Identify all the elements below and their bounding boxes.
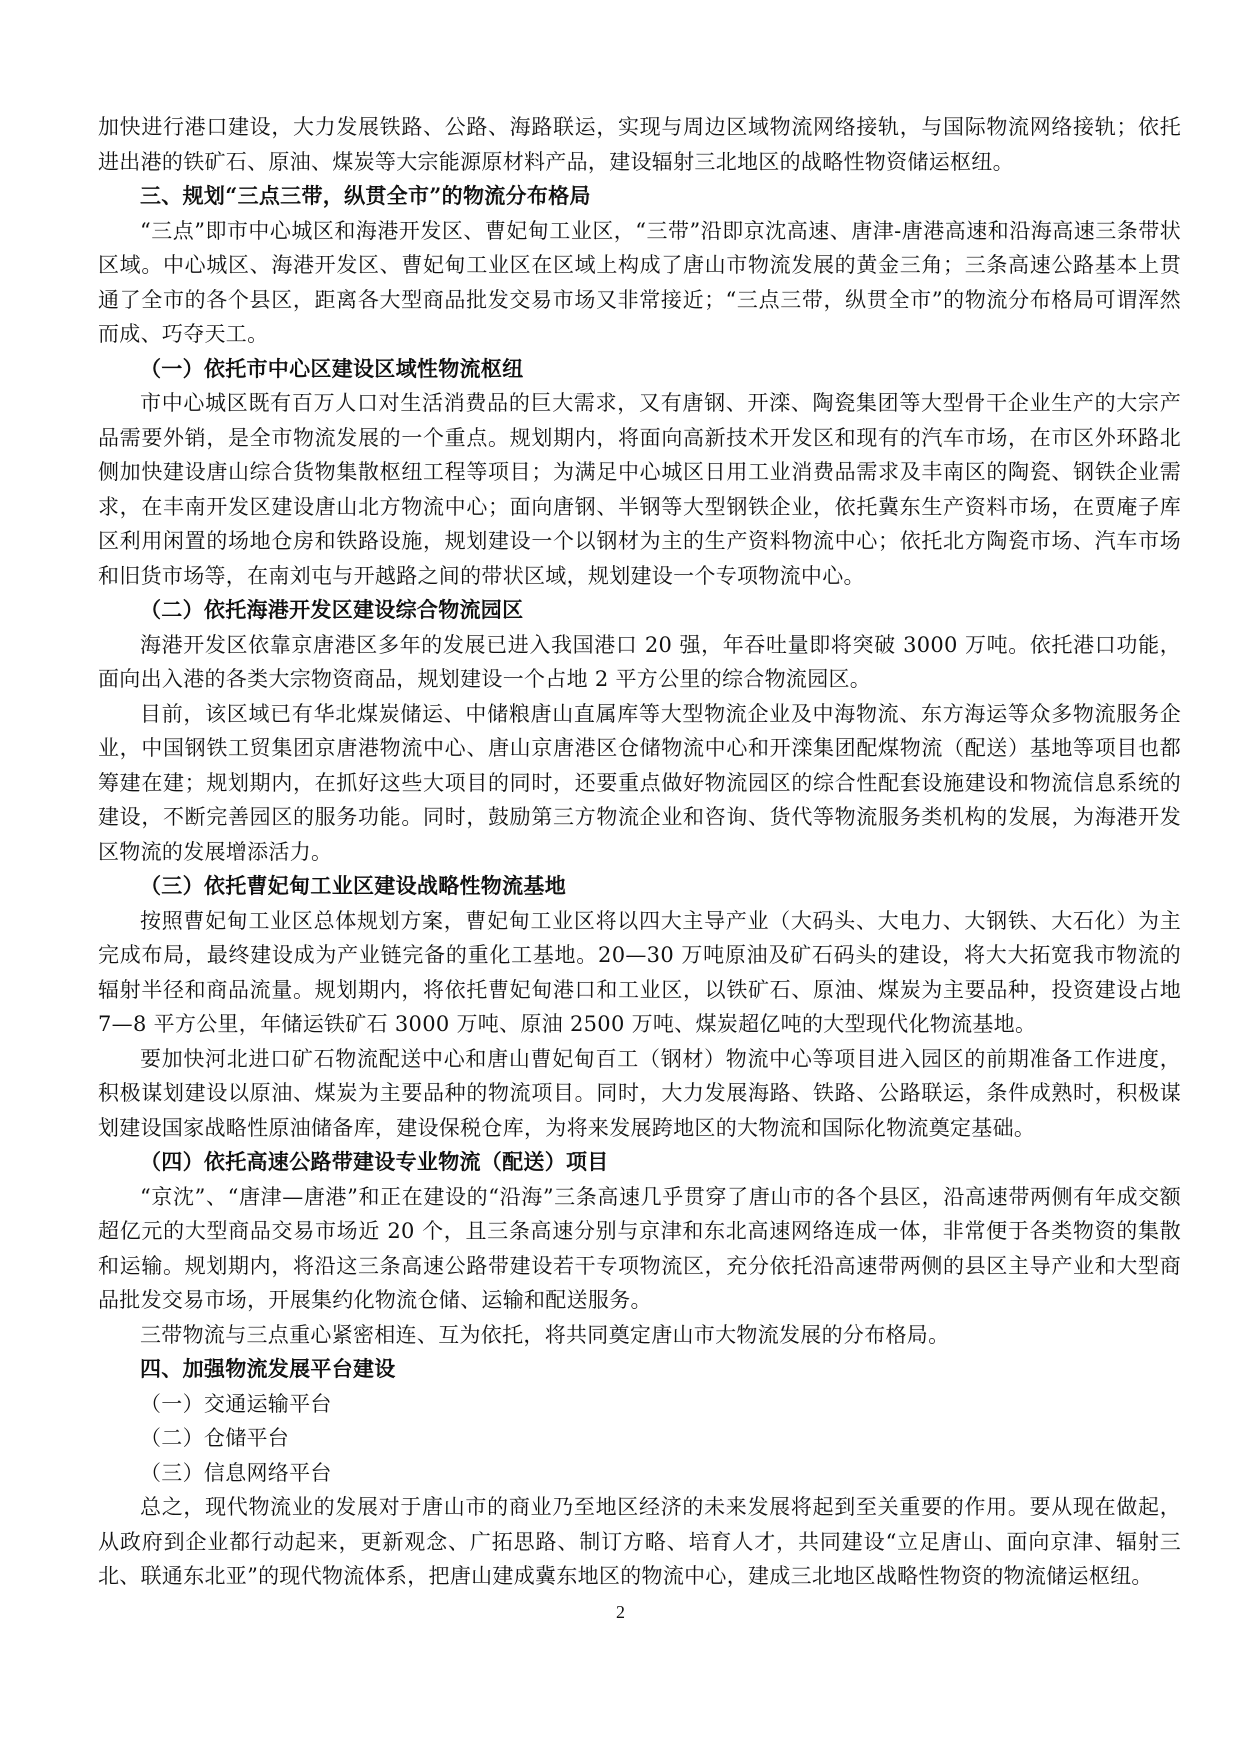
list-item: （二）仓储平台: [140, 1426, 290, 1450]
section-heading: 三、规划“三点三带，纵贯全市”的物流分布格局: [140, 183, 591, 208]
paragraph: 按照曹妃甸工业区总体规划方案，曹妃甸工业区将以四大主导产业（大码头、大电力、大钢铁、大石化）为主完成布局，最终建设成为产业链完备的重化工基地。20—30 万吨原油及矿石码头的建设，将大大拓宽我市物流的辐射半径和商品流量。规划期内，将依托曹妃甸港口和工业区，以铁矿石、原油、煤炭为主要品种，投资建设占地 7—8 平方公里，年储运铁矿石 3000 万吨、原油 2500 万吨、煤炭超亿吨的大型现代化物流基地。: [98, 908, 1181, 1036]
paragraph: 总之，现代物流业的发展对于唐山市的商业乃至地区经济的未来发展将起到至关重要的作用。要从现在做起，从政府到企业都行动起来，更新观念、广拓思路、制订方略、培育人才，共同建设“立足唐山、面向京津、辐射三北、联通东北亚”的现代物流体系，把唐山建成冀东地区的物流中心，建成三北地区战略性物资的物流储运枢纽。: [98, 1495, 1181, 1588]
page-number: 2: [616, 1602, 625, 1622]
subsection-heading: （一）依托市中心区建设区域性物流枢纽: [140, 355, 524, 381]
paragraph: 市中心城区既有百万人口对生活消费品的巨大需求，又有唐钢、开滦、陶瓷集团等大型骨干企业生产的大宗产品需要外销，是全市物流发展的一个重点。规划期内，将面向高新技术开发区和现有的汽车市场，在市区外环路北侧加快建设唐山综合货物集散枢纽工程等项目；为满足中心城区日用工业消费品需求及丰南区的陶瓷、钢铁企业需求，在丰南开发区建设唐山北方物流中心；面向唐钢、半钢等大型钢铁企业，依托冀东生产资料市场，在贾庵子库区利用闲置的场地仓房和铁路设施，规划建设一个以钢材为主的生产资料物流中心；依托北方陶瓷市场、汽车市场和旧货市场等，在南刘屯与开越路之间的带状区域，规划建设一个专项物流中心。: [98, 391, 1181, 588]
subsection-heading: （四）依托高速公路带建设专业物流（配送）项目: [140, 1149, 609, 1174]
subsection-heading: （三）依托曹妃甸工业区建设战略性物流基地: [140, 873, 566, 898]
section-heading: 四、加强物流发展平台建设: [140, 1356, 396, 1381]
list-item: （三）信息网络平台: [140, 1460, 332, 1485]
paragraph: 三带物流与三点重心紧密相连、互为依托，将共同奠定唐山市大物流发展的分布格局。: [140, 1322, 950, 1347]
subsection-heading: （二）依托海港开发区建设综合物流园区: [140, 597, 524, 622]
paragraph: 目前，该区域已有华北煤炭储运、中储粮唐山直属库等大型物流企业及中海物流、东方海运等众多物流服务企业，中国钢铁工贸集团京唐港物流中心、唐山京唐港区仓储物流中心和开滦集团配煤物流（配送）基地等项目也都筹建在建；规划期内，在抓好这些大项目的同时，还要重点做好物流园区的综合性配套设施建设和物流信息系统的建设，不断完善园区的服务功能。同时，鼓励第三方物流企业和咨询、货代等物流服务类机构的发展，为海港开发区物流的发展增添活力。: [98, 701, 1181, 864]
list-item: （一）交通运输平台: [140, 1391, 332, 1416]
paragraph: 要加快河北进口矿石物流配送中心和唐山曹妃甸百工（钢材）物流中心等项目进入园区的前期准备工作进度，积极谋划建设以原油、煤炭为主要品种的物流项目。同时，大力发展海路、铁路、公路联运，条件成熟时，积极谋划建设国家战略性原油储备库，建设保税仓库，为将来发展跨地区的大物流和国际化物流奠定基础。: [98, 1046, 1181, 1140]
document-body: [98, 110, 1181, 1594]
paragraph: “京沈”、“唐津—唐港”和正在建设的“沿海”三条高速几乎贯穿了唐山市的各个县区，沿高速带两侧有年成交额超亿元的大型商品交易市场近 20 个，且三条高速分别与京津和东北高速网络连成一体，非常便于各类物资的集散和运输。规划期内，将沿这三条高速公路带建设若干专项物流区，充分依托沿高速带两侧的县区主导产业和大型商品批发交易市场，开展集约化物流仓储、运输和配送服务。: [98, 1184, 1181, 1312]
paragraph: “三点”即市中心城区和海港开发区、曹妃甸工业区，“三带”沿即京沈高速、唐津-唐港高速和沿海高速三条带状区域。中心城区、海港开发区、曹妃甸工业区在区域上构成了唐山市物流发展的黄金三角；三条高速公路基本上贯通了全市的各个县区，距离各大型商品批发交易市场又非常接近；“三点三带，纵贯全市”的物流分布格局可谓浑然而成、巧夺天工。: [98, 218, 1181, 346]
paragraph: 海港开发区依靠京唐港区多年的发展已进入我国港口 20 强，年吞吐量即将突破 3000 万吨。依托港口功能，面向出入港的各类大宗物资商品，规划建设一个占地 2 平方公里的综合物流园区。: [98, 632, 1181, 691]
paragraph-continued: 加快进行港口建设，大力发展铁路、公路、海路联运，实现与周边区域物流网络接轨，与国际物流网络接轨；依托进出港的铁矿石、原油、煤炭等大宗能源原材料产品，建设辐射三北地区的战略性物资储运枢纽。: [98, 115, 1181, 174]
